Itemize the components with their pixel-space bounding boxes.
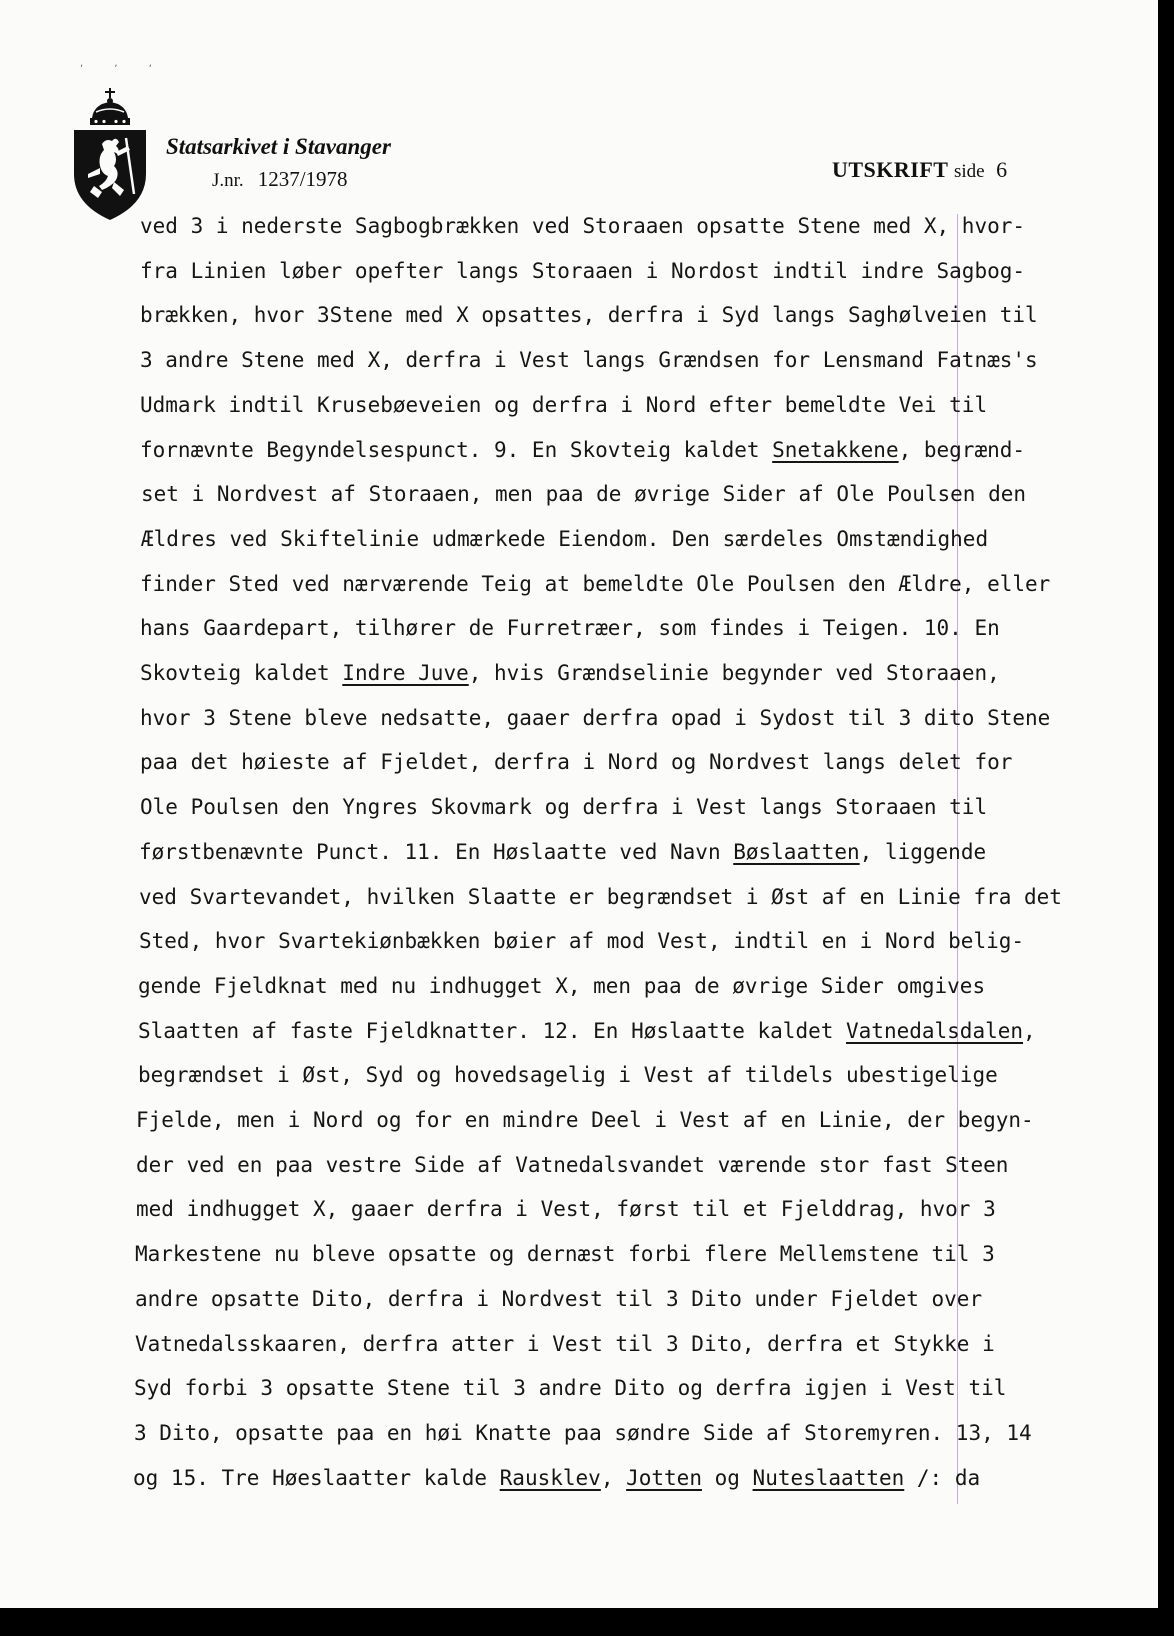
text-segment: finder Sted ved nærværende Teig at bemeldte Ole Poulsen den Ældre, eller [140,571,1051,596]
text-line [141,482,1026,506]
text-segment: Sted, hvor Svartekiønbækken bøier af mod Vest, indtil en i Nord belig- [139,929,1025,954]
underlined-place-name: Indre Juve [342,661,469,685]
text-segment: der ved en paa vestre Side af Vatnedalsvandet værende stor fast Steen [136,1152,1009,1177]
text-segment: , hvis Grændselinie begynder ved Storaaen, [468,661,1000,685]
underlined-place-name: Rausklev [499,1465,601,1490]
text-line [140,348,1038,372]
text-segment: Udmark indtil Krusebøeveien og derfra i Nord efter bemeldte Vei til [140,392,988,417]
side-label: side [953,161,985,182]
text-segment: paa det høieste af Fjeldet, derfra i Nord og Nordvest langs delet for [140,750,1013,775]
text-segment: Fjelde, men i Nord og for en mindre Deel i Vest af en Linie, der begyn- [136,1108,1034,1132]
text-line [134,1421,1032,1445]
text-segment: Slaatten af faste Fjeldknatter. 12. En Høslaatte kaldet [138,1018,847,1043]
text-line [140,795,987,819]
text-segment: og [701,1465,753,1490]
text-line [135,1332,995,1356]
text-line [134,1376,1006,1400]
text-segment: Vatnedalsskaaren, derfra atter i Vest til 3 Dito, derfra et Stykke i [135,1331,995,1356]
text-line [140,616,1000,640]
text-segment: set i Nordvest af Storaaen, men paa de øvrige Sider af Ole Poulsen den [141,482,1027,507]
text-segment: gende Fjeldknat med nu indhugget X, men paa de øvrige Sider omgives [138,973,986,998]
text-line [140,706,1050,730]
text-line [139,840,986,864]
text-segment: hvor 3 Stene bleve nedsatte, gaaer derfra opad i Sydost til 3 dito Stene [140,705,1051,730]
text-segment: Syd forbi 3 opsatte Stene til 3 andre Dito og derfra igjen i Vest til [134,1376,1007,1401]
underlined-place-name: Snetakkene [772,437,899,462]
text-segment: hans Gaardepart, tilhører de Furretræer, som findes i Teigen. 10. En [140,616,1000,641]
text-segment: 3 andre Stene med X, derfra i Vest langs Grændsen for Lensmand Fatnæs's [140,348,1038,373]
text-line [140,438,1025,462]
text-line [141,527,988,551]
page-number: 6 [996,157,1008,182]
underlined-place-name: Bøslaatten [733,839,860,864]
text-segment: fra Linien løber opefter langs Storaaen i Nordost indtil indre Sagbog- [140,258,1026,283]
text-segment: , liggende [859,839,987,864]
text-segment: , [600,1465,627,1490]
text-segment: 3 Dito, opsatte paa en høi Knatte paa søndre Side af Storemyren. 13, 14 [134,1420,1032,1445]
text-segment: og 15. Tre Høeslaatter kalde [133,1465,500,1490]
text-line [138,974,985,998]
institution-name: Statsarkivet i Stavanger [166,134,391,159]
text-segment: andre opsatte Dito, derfra i Nordvest til 3 Dito under Fjeldet over [135,1286,983,1311]
text-line [138,1063,998,1087]
text-line [135,1242,995,1266]
text-segment: førstbenævnte Punct. 11. En Høslaatte ved Navn [139,839,734,864]
text-line [133,1466,980,1490]
text-line [140,259,1025,283]
text-line [136,1153,1008,1177]
text-segment: ved Svartevandet, hvilken Slaatte er begrændset i Øst af en Linie fra det [139,884,1062,909]
text-segment: Ole Poulsen den Yngres Skovmark og derfra i Vest langs Storaaen til [140,795,988,820]
text-segment: /: da [904,1465,981,1490]
text-segment: begrændset i Øst, Syd og hovedsagelig i Vest af tildels ubestigelige [138,1063,998,1088]
text-line [136,1108,1034,1132]
text-line [139,885,1062,909]
text-segment: brækken, hvor 3Stene med X opsattes, derfra i Syd langs Saghølveien til [140,303,1038,328]
text-line [140,572,1050,596]
text-line [139,929,1024,953]
text-segment: med indhugget X, gaaer derfra i Vest, først til et Fjelddrag, hvor 3 [136,1197,996,1222]
stray-marks: , , , [80,58,166,69]
text-segment: , [1023,1018,1036,1043]
text-segment: fornævnte Begyndelsespunct. 9. En Skovteig kaldet [140,437,773,462]
text-line [140,750,1012,774]
text-line [140,661,1000,685]
text-segment: Ældres ved Skiftelinie udmærkede Eiendom. Den særdeles Omstændighed [141,526,989,551]
text-segment: , begrænd- [898,437,1026,462]
journal-label: J.nr. [212,170,244,191]
text-segment: Skovteig kaldet [140,661,343,685]
text-line [140,214,1025,238]
text-line [140,393,987,417]
underlined-place-name: Jotten [626,1465,702,1490]
text-line [138,1019,1036,1043]
text-line [135,1287,982,1311]
journal-number-value: 1237/1978 [257,167,348,191]
text-segment: ved 3 i nederste Sagbogbrækken ved Storaaen opsatte Stene med X, hvor- [140,214,1026,238]
text-segment: Markestene nu bleve opsatte og dernæst forbi flere Mellemstene til 3 [135,1242,995,1267]
underlined-place-name: Nuteslaatten [752,1465,905,1490]
text-line [140,303,1038,327]
utskrift-label: UTSKRIFT [832,157,949,182]
text-line [136,1197,996,1221]
underlined-place-name: Vatnedalsdalen [846,1018,1024,1043]
